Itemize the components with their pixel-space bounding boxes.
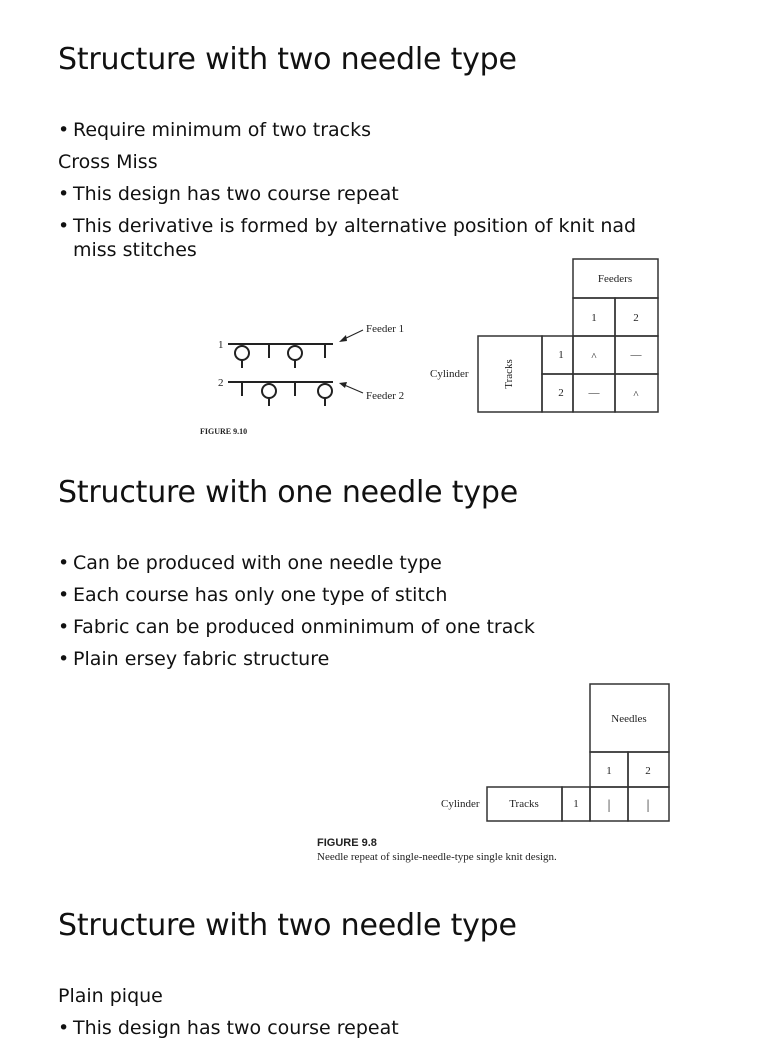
figure-caption-partial: FIGURE 9.10 — [200, 427, 248, 436]
figure-caption: Needle repeat of single-needle-type single knit design. — [317, 851, 557, 863]
slide2-bullet-4: • Plain ersey fabric structure — [58, 648, 330, 670]
slide1-bullet-2: • This design has two course repeat — [58, 183, 399, 205]
needles-grid — [430, 680, 675, 825]
needles-header: Needles — [611, 713, 647, 725]
bullet-symbol: • — [58, 616, 70, 638]
row2-label: 2 — [218, 377, 224, 389]
cell-miss-1-2: — — [630, 349, 642, 361]
row2-stitches — [242, 382, 332, 406]
feeder1-label: Feeder 1 — [366, 323, 405, 335]
slide2-bullet-1: • Can be produced with one needle type — [58, 552, 442, 574]
bullet-symbol: • — [58, 648, 70, 670]
tracks-label: Tracks — [503, 359, 515, 389]
slide1-subheading: Cross Miss — [58, 151, 158, 173]
track-number-1: 1 — [573, 798, 579, 810]
slide2-bullet-2: • Each course has only one type of stitch — [58, 584, 448, 606]
tracks-label: Tracks — [509, 798, 539, 810]
feeder-number-2: 2 — [633, 312, 639, 324]
slide2-bullet-3: • Fabric can be produced onminimum of one track — [58, 616, 535, 638]
row1-stitches — [235, 344, 325, 368]
slide3-bullet-1-partial: • This design has two course repeat — [58, 1017, 399, 1039]
cell-knit-2-2: ^ — [633, 389, 639, 401]
bullet-symbol: • — [58, 552, 70, 574]
needle-number-1: 1 — [606, 765, 612, 777]
cylinder-label: Cylinder — [430, 368, 469, 380]
loop-notation-figure — [200, 310, 430, 435]
cell-knit-2: | — [646, 798, 650, 813]
needle-number-2: 2 — [645, 765, 651, 777]
slide1-bullet-3: • This derivative is formed by alternative position of knit nad miss stitches — [58, 215, 637, 261]
feeder2-label: Feeder 2 — [366, 390, 405, 402]
slide1-title: Structure with two needle type — [58, 42, 517, 77]
feeders-header: Feeders — [597, 273, 633, 285]
track-number-2: 2 — [558, 387, 564, 399]
feeder-number-1: 1 — [591, 312, 597, 324]
bullet-symbol: • — [58, 215, 70, 237]
slide3-title: Structure with two needle type — [58, 908, 517, 943]
figure-label: FIGURE 9.8 — [317, 837, 377, 849]
slide3-subheading: Plain pique — [58, 985, 163, 1007]
row1-label: 1 — [218, 339, 224, 351]
bullet-symbol: • — [58, 119, 70, 141]
slide2-title: Structure with one needle type — [58, 475, 518, 510]
cell-knit-1-1: ^ — [591, 351, 597, 363]
bullet-symbol: • — [58, 183, 70, 205]
track-number-1: 1 — [558, 349, 564, 361]
feeders-grid — [420, 255, 665, 415]
cell-knit-1: | — [607, 798, 611, 813]
cell-miss-2-1: — — [588, 387, 600, 399]
bullet-symbol: • — [58, 584, 70, 606]
cylinder-label: Cylinder — [441, 798, 480, 810]
slide1-bullet-1: • Require minimum of two tracks — [58, 119, 372, 141]
bullet-symbol: • — [58, 1017, 70, 1039]
